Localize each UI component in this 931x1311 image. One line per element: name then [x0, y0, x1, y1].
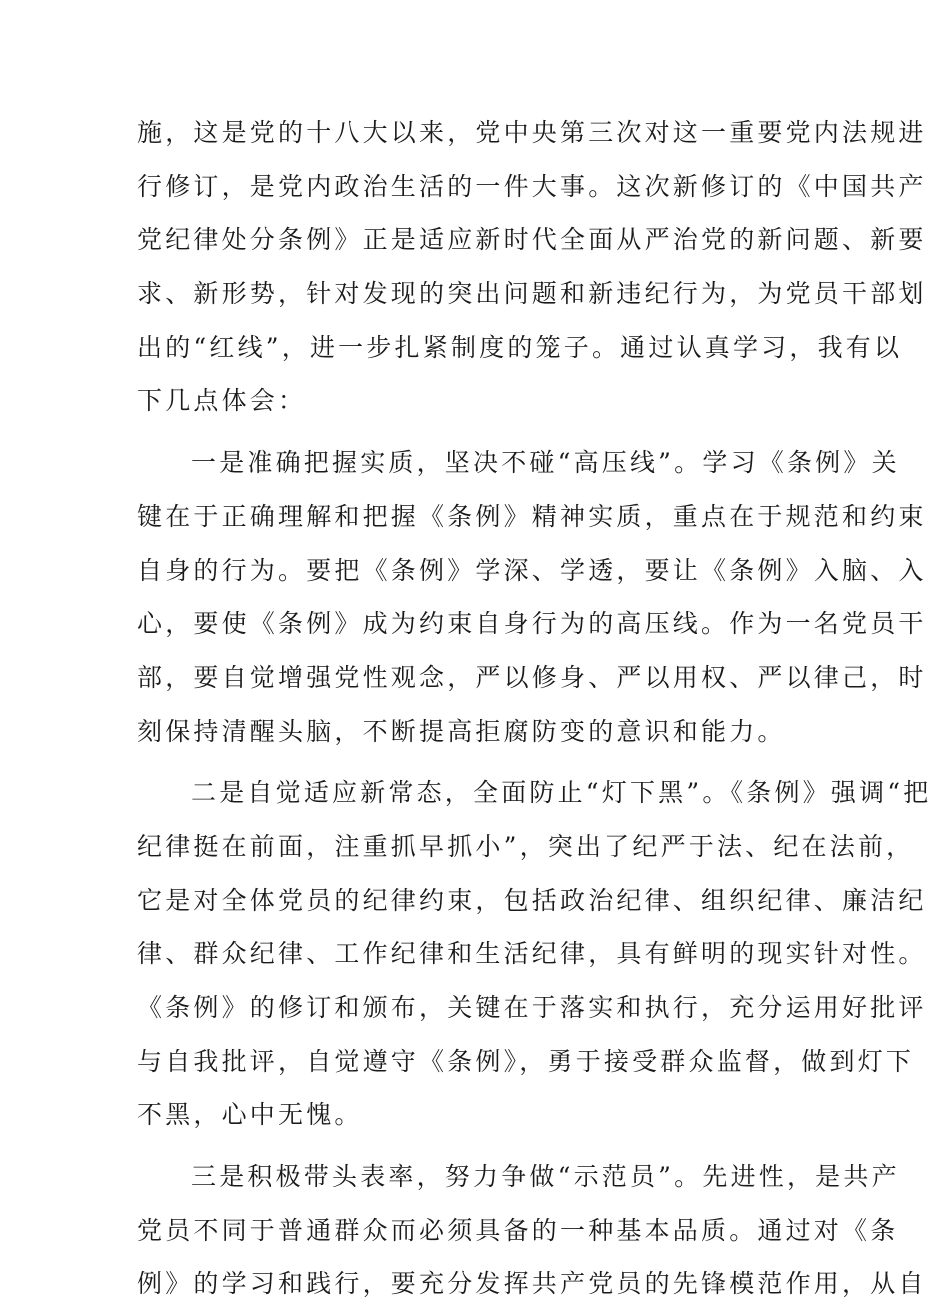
- text-line: 党纪律处分条例》正是适应新时代全面从严治党的新问题、新要: [137, 225, 927, 255]
- document-body: [137, 106, 931, 1311]
- text-line: 例》的学习和践行，要充分发挥共产党员的先锋模范作用，从自: [137, 1269, 927, 1299]
- paragraph-gap: [137, 428, 791, 436]
- paragraph-first-line: 三是积极带头表率，努力争做“示范员”。先进性，是共产: [191, 1162, 900, 1192]
- text-line: 党员不同于普通群众而必须具备的一种基本品质。通过对《条: [137, 1215, 899, 1245]
- text-line: 律、群众纪律、工作纪律和生活纪律，具有鲜明的现实针对性。: [137, 939, 927, 969]
- text-line: 出的“红线”，进一步扎紧制度的笼子。通过认真学习，我有以: [137, 332, 903, 362]
- text-line: 部，要自觉增强党性观念，严以修身、严以用权、严以律己，时: [137, 662, 927, 692]
- text-line: 不黑，心中无愧。: [137, 1100, 363, 1130]
- text-line: 《条例》的修订和颁布，关键在于落实和执行，充分运用好批评: [137, 993, 927, 1022]
- text-line: 求、新形势，针对发现的突出问题和新违纪行为，为党员干部划: [137, 279, 927, 309]
- text-line: 下几点体会：: [137, 386, 307, 416]
- paragraph-gap: [137, 758, 791, 766]
- text-line: 心，要使《条例》成为约束自身行为的高压线。作为一名党员干: [137, 609, 927, 639]
- text-line: 自身的行为。要把《条例》学深、学透，要让《条例》入脑、入: [137, 555, 927, 585]
- paragraph-first-line: 一是准确把握实质，坚决不碰“高压线”。学习《条例》关: [191, 448, 900, 478]
- text-line: 纪律挺在前面，注重抓早抓小”，突出了纪严于法、纪在法前，: [137, 831, 915, 861]
- text-line: 行修订，是党内政治生活的一件大事。这次新修订的《中国共产: [137, 171, 927, 201]
- text-line: 键在于正确理解和把握《条例》精神实质，重点在于规范和约束: [137, 501, 927, 531]
- text-line: 它是对全体党员的纪律约束，包括政治纪律、组织纪律、廉洁纪: [137, 885, 927, 915]
- text-line: 施，这是党的十八大以来，党中央第三次对这一重要党内法规进: [137, 118, 927, 147]
- text-line: 与自我批评，自觉遵守《条例》，勇于接受群众监督，做到灯下: [137, 1046, 915, 1076]
- paragraph-gap: [137, 1142, 791, 1150]
- paragraph-first-line: 二是自觉适应新常态，全面防止“灯下黑”。《条例》强调“把: [191, 778, 931, 808]
- text-line: 刻保持清醒头脑，不断提高拒腐防变的意识和能力。: [137, 716, 786, 746]
